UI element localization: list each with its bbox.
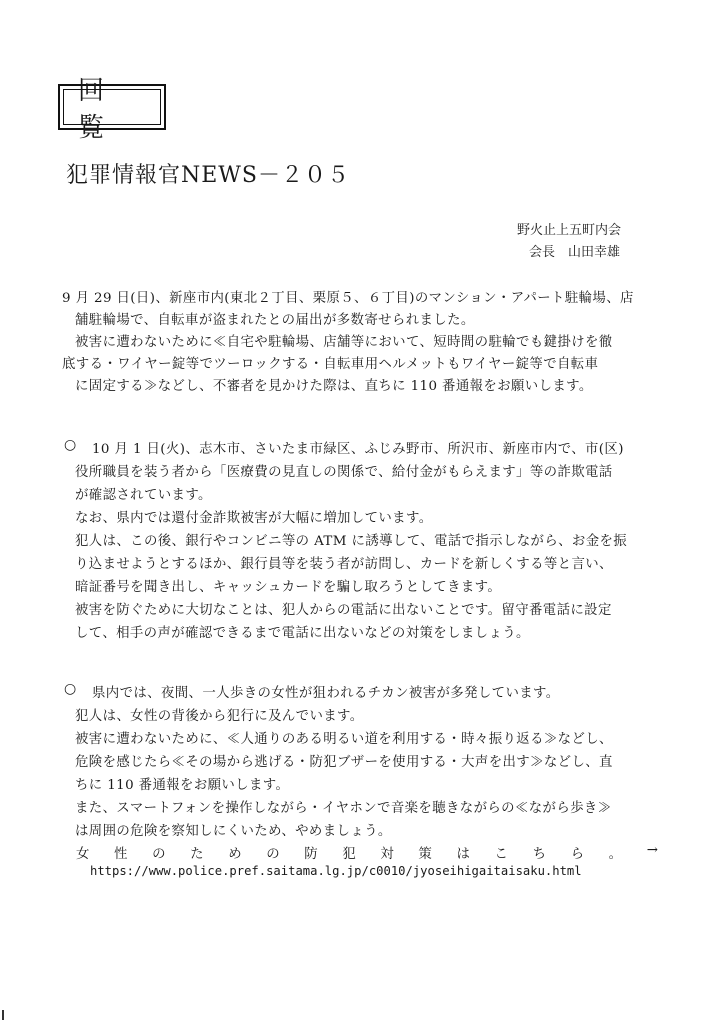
- spread-char: 対: [380, 847, 394, 862]
- organization-block: [517, 220, 621, 264]
- spread-char: 犯: [342, 847, 356, 862]
- spread-char: 女: [76, 847, 90, 862]
- paragraph-line: 舗駐輪場で、自転車が盗まれたとの届出が多数寄せられました。: [75, 313, 475, 328]
- paragraph-line: 犯人は、女性の背後から犯行に及んでいます。: [75, 709, 364, 724]
- paragraph-line: また、スマートフォンを操作しながら・イヤホンで音楽を聴きながらの≪ながら歩き≫: [75, 801, 612, 816]
- paragraph-line: 被害に遭わないために≪自宅や駐輪場、店舗等において、短時間の駐輪でも鍵掛けを徹: [75, 335, 613, 350]
- paragraph-line: して、相手の声が確認できるまで電話に出ないなどの対策をしましょう。: [75, 626, 530, 641]
- paragraph-line: 10 月 1 日(火)、志木市、さいたま市緑区、ふじみ野市、所沢市、新座市内で、市(区): [92, 442, 624, 457]
- organization-chair: 会長 山田幸雄: [528, 245, 620, 260]
- kairan-stamp: [58, 76, 166, 143]
- bullet-circle: ○: [64, 681, 77, 697]
- spread-char: は: [456, 847, 470, 862]
- spread-char: の: [152, 847, 166, 862]
- bullet-circle: ○: [64, 437, 77, 453]
- arrow-right-icon: →: [646, 843, 658, 858]
- spread-char: 策: [418, 847, 432, 862]
- paragraph-line: 役所職員を装う者から「医療費の見直しの関係で、給付金がもらえます」等の詐欺電話: [75, 465, 613, 480]
- spread-char: 。: [608, 847, 623, 862]
- paragraph-line: 被害に遭わないために、≪人通りのある明るい道を利用する・時々振り返る≫などし、: [75, 732, 613, 747]
- women-safety-link-label: [76, 843, 658, 862]
- scan-edge-mark: [2, 1010, 4, 1020]
- page-title: 犯罪情報官NEWS－２０５: [66, 163, 350, 188]
- spread-char: め: [228, 847, 242, 862]
- paragraph-line: 暗証番号を聞き出し、キャッシュカードを騙し取ろうとしてきます。: [75, 580, 502, 595]
- spread-char: ら: [570, 847, 584, 862]
- spread-char: た: [190, 847, 204, 862]
- women-safety-url[interactable]: https://www.police.pref.saitama.lg.jp/c0010/jyoseihigaitaisaku.html: [90, 864, 582, 878]
- organization-name: 野火止上五町内会: [516, 223, 621, 238]
- kairan-stamp-text: 回 覧: [78, 76, 125, 143]
- spread-char: ち: [532, 847, 546, 862]
- paragraph-line: は周囲の危険を察知しにくいため、やめましょう。: [75, 824, 392, 839]
- paragraph-line: が確認されています。: [75, 488, 212, 503]
- paragraph-line: に固定する≫などし、不審者を見かけた際は、直ちに 110 番通報をお願いします。: [75, 379, 593, 394]
- paragraph-line: 犯人は、この後、銀行やコンビニ等の ATM に誘導して、電話で指示しながら、お金を振: [75, 534, 628, 549]
- paragraph-line: 県内では、夜間、一人歩きの女性が狙われるチカン被害が多発しています。: [92, 686, 560, 701]
- paragraph-line: 底する・ワイヤー錠等でツーロックする・自転車用ヘルメットもワイヤー錠等で自転車: [62, 357, 599, 372]
- paragraph-line: 被害を防ぐために大切なことは、犯人からの電話に出ないことです。留守番電話に設定: [75, 603, 612, 618]
- paragraph-line: 9 月 29 日(日)、新座市内(東北２丁目、栗原５、６丁目)のマンション・アパート駐輪場、店: [62, 291, 634, 306]
- spread-char: 性: [114, 847, 128, 862]
- spread-char: こ: [494, 847, 508, 862]
- paragraph-line: なお、県内では還付金詐欺被害が大幅に増加しています。: [75, 511, 433, 526]
- paragraph-line: り込ませようとするほか、銀行員等を装う者が訪問し、カードを新しくする等と言い、: [75, 557, 613, 572]
- spread-char: の: [266, 847, 280, 862]
- spread-char: 防: [304, 847, 318, 862]
- paragraph-line: 危険を感じたら≪その場から逃げる・防犯ブザーを使用する・大声を出す≫などし、直: [75, 755, 613, 770]
- paragraph-line: ちに 110 番通報をお願いします。: [75, 778, 290, 793]
